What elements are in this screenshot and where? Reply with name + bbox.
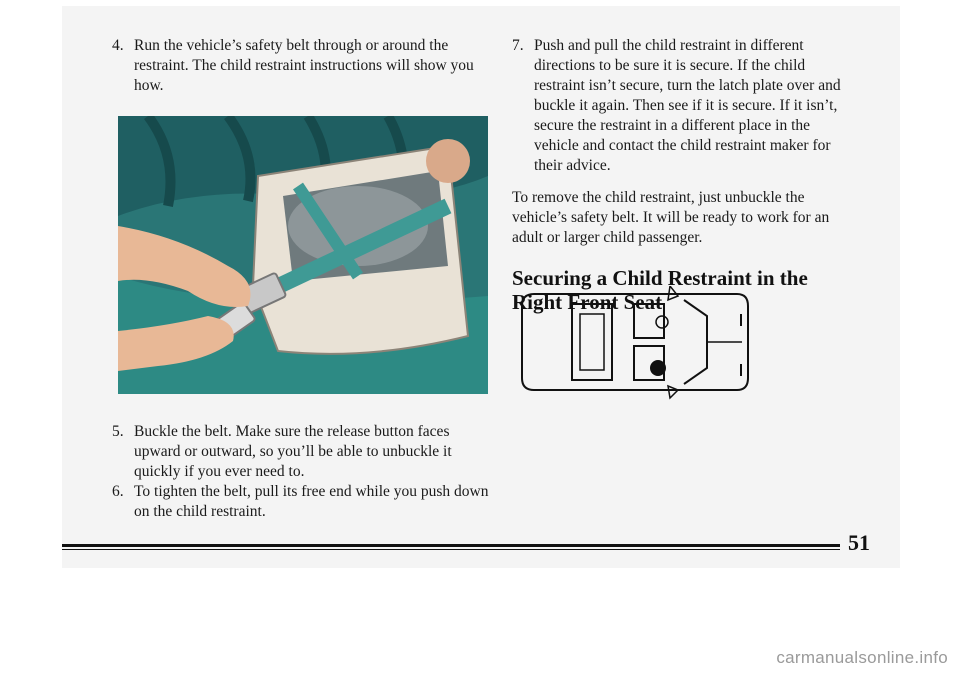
- step-number: 6.: [112, 483, 124, 500]
- step-text: To tighten the belt, pull its free end while you push down on the child restraint.: [134, 483, 489, 520]
- step-7: [512, 36, 852, 176]
- left-lower-step-5: [112, 422, 492, 482]
- step-4: [112, 36, 492, 96]
- remove-restraint-paragraph: To remove the child restraint, just unbuckle the vehicle’s safety belt. It will be ready to work for an adult or larger child passenger.: [512, 189, 830, 246]
- section-heading: Securing a Child Restraint in the Right Front Seat: [512, 266, 808, 314]
- vehicle-top-view-right-front-seat-diagram: [512, 286, 752, 406]
- left-lower-step-6: [112, 482, 492, 522]
- step-6: [112, 482, 492, 522]
- right-column: [512, 36, 852, 314]
- page-number: 51: [848, 530, 870, 555]
- step-number: 7.: [512, 37, 524, 54]
- watermark: carmanualsonline.info: [776, 648, 948, 667]
- step-text: Run the vehicle’s safety belt through or around the restraint. The child restraint instructions will show you how.: [134, 37, 474, 94]
- step-number: 4.: [112, 37, 124, 54]
- footer-rule-thick: [62, 544, 840, 547]
- footer-rule-thin: [62, 549, 840, 550]
- step-5: [112, 422, 492, 482]
- step-number: 5.: [112, 423, 124, 440]
- child-restraint-buckle-illustration: [118, 116, 488, 394]
- step-text: Buckle the belt. Make sure the release button faces upward or outward, so you’ll be able to unbuckle it quickly if you ever need to.: [134, 423, 452, 480]
- manual-page: [62, 6, 900, 568]
- step-text: Push and pull the child restraint in different directions to be sure it is secure. If the child restraint isn’t secure, turn the latch plate over and buckle it again. Then see if it is secure. If it isn’t, secure the restraint in a different place in the vehicle and contact the child restraint maker for their advice.: [534, 37, 841, 174]
- left-column: [112, 36, 492, 96]
